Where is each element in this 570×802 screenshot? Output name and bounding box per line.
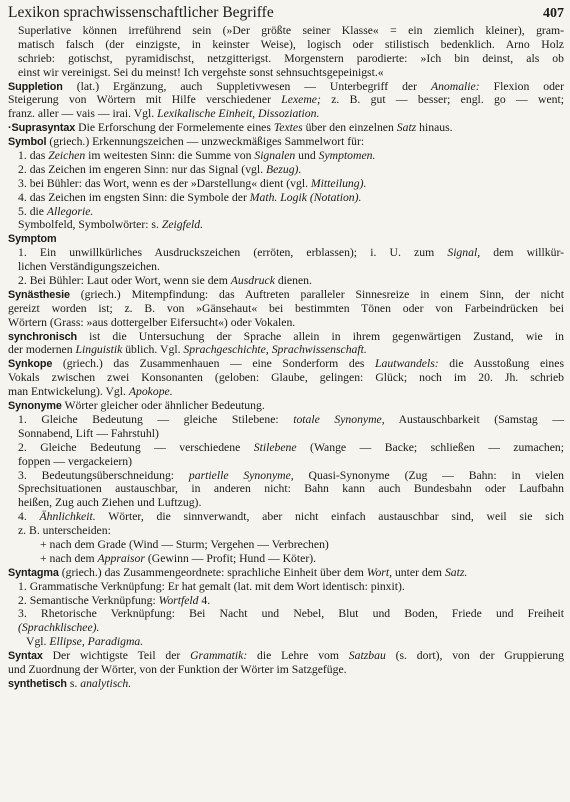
headword: synthetisch <box>8 677 67 690</box>
cross-reference: Wortfeld <box>158 593 199 607</box>
page-header <box>8 4 564 24</box>
text-line <box>8 496 564 510</box>
text-line <box>8 566 564 580</box>
definition-text: schrieb: gotischst, pyramidischst, netzgitterigst. Morgenstern parodierte: »Ich bin deinst, als ob <box>18 51 564 65</box>
definition-text: 4. <box>18 510 40 524</box>
definition-text: Wörtern (Grass: »aus dottergelber Eifersucht«) oder Vokalen. <box>8 315 296 329</box>
headword: Synonyme <box>8 400 62 413</box>
cross-reference: Symptomen. <box>318 149 376 163</box>
definition-text: 1. Gleiche Bedeutung — gleiche Stilebene: <box>18 412 294 426</box>
cross-reference: Lexikalische Einheit, Dissoziation. <box>157 107 320 121</box>
text-line <box>8 93 564 107</box>
text-line <box>8 205 564 219</box>
text-line <box>8 663 564 677</box>
definition-text: (griech.) das Zusammenhauen — eine Sonderform des <box>52 357 376 371</box>
text-line <box>8 24 564 38</box>
definition-text: Wörter, die sinnverwandt, aber nicht einfach austauschbar sind, weil sie sich <box>95 510 564 524</box>
definition-text: 2. das Zeichen im engeren Sinn: nur das Signal (vgl. <box>18 162 266 176</box>
headword: Symbol <box>8 136 47 149</box>
definition-text: Vokals zwischen zwei Konsonanten (geloben: Glaube, gelingen: Glück; noch im 20. Jh. schrieb <box>8 371 564 385</box>
headword: Symptom <box>8 233 57 246</box>
definition-text: matisch falsch (der einzigste, in keinster Weise), logisch oder stilistisch bedenklich. Arno Holz <box>18 37 564 51</box>
headword: Synästhesie <box>8 288 70 301</box>
definition-text: + nach dem Grade (Wind — Sturm; Vergehen — Verbrechen) <box>40 537 329 551</box>
text-line <box>8 66 564 80</box>
text-line <box>8 163 564 177</box>
headword: Syntax <box>8 650 43 663</box>
text-line <box>8 191 564 205</box>
text-line <box>8 580 564 594</box>
definition-text: gereizt worden ist; z. B. von »Gänsehaut« bei bestimmten Tönen oder von Farbeindrücken bei <box>8 301 564 315</box>
text-line <box>8 232 564 246</box>
text-line <box>8 121 564 135</box>
text-line <box>8 177 564 191</box>
text-line <box>8 607 564 621</box>
text-line <box>8 302 564 316</box>
text-line <box>8 385 564 399</box>
page-number: 407 <box>543 6 564 21</box>
text-line <box>8 427 564 441</box>
definition-text: Superlative können irreführend sein (»Der größte seiner Klasse« = ein ziemlich kleiner), gram- <box>18 24 564 37</box>
text-line <box>8 677 564 691</box>
page-title: Lexikon sprachwissenschaftlicher Begriffe <box>8 4 274 21</box>
text-line <box>8 524 564 538</box>
headword: synchronisch <box>8 330 78 343</box>
definition-text: Quasi-Synonyme (Zug — Bahn: in vielen <box>293 468 564 482</box>
cross-reference: Bezug). <box>265 162 302 176</box>
definition-text: Wörter gleicher oder ähnlicher Bedeutung. <box>61 399 265 413</box>
cross-reference: partielle Synonyme, <box>188 468 294 482</box>
definition-text: 1. Grammatische Verknüpfung: Er hat gemalt (lat. mit dem Wort identisch: pinxit). <box>18 579 405 593</box>
cross-reference: Satz. <box>444 565 468 579</box>
text-line <box>8 38 564 52</box>
cross-reference: Mitteilung). <box>310 176 367 190</box>
definition-text: Austauschbarkeit (Samstag — <box>384 412 564 426</box>
text-line <box>8 538 564 552</box>
text-line <box>8 469 564 483</box>
text-line <box>8 649 564 663</box>
cross-reference: Signalen <box>254 149 296 163</box>
definition-text: Symbolfeld, Symbolwörter: s. <box>18 218 162 232</box>
text-line <box>8 413 564 427</box>
definition-text: 5. die <box>18 204 47 218</box>
definition-text: ist die Untersuchung der Sprache allein in ihrem gegenwärtigen Zustand, wie in <box>77 329 564 343</box>
cross-reference: Ellipse, Paradigma. <box>49 635 144 649</box>
definition-text: Flexion oder <box>479 79 564 93</box>
definition-text: 4. <box>198 593 211 607</box>
cross-reference: analytisch. <box>80 676 132 690</box>
cross-reference: Wort, <box>366 565 393 579</box>
definition-text: die Lehre vom <box>247 649 349 663</box>
headword: Synkope <box>8 358 53 371</box>
definition-text: 1. Ein unwillkürliches Ausdruckszeichen (erröten, erblassen); i. U. zum <box>18 246 448 260</box>
cross-reference: Linguistik <box>75 343 123 357</box>
entry-list <box>8 24 564 691</box>
cross-reference: Grammatik: <box>190 649 248 663</box>
definition-text: 1. das <box>18 149 49 163</box>
definition-text: + nach dem <box>40 551 98 565</box>
definition-text: (griech.) das Zusammengeordnete: sprachliche Einheit über dem <box>58 565 367 579</box>
cross-reference: Appraisor <box>97 551 145 565</box>
definition-text: (Wange — Backe; schließen — zumachen; <box>296 440 564 454</box>
definition-text: Die Erforschung der Formelemente eines <box>75 121 274 135</box>
definition-text: im weitesten Sinn: die Summe von <box>85 149 255 163</box>
cross-reference: Zeigfeld. <box>161 218 204 232</box>
text-line <box>8 260 564 274</box>
text-line <box>8 246 564 260</box>
text-line <box>8 621 564 635</box>
definition-text: foppen — vergackeiern) <box>18 454 133 468</box>
definition-text: (Gewinn — Profit; Hund — Köter). <box>144 551 317 565</box>
text-line <box>8 80 564 94</box>
definition-text: die Ausstoßung eines <box>438 357 564 371</box>
text-line <box>8 552 564 566</box>
cross-reference: Signal, <box>447 246 481 260</box>
definition-text: über den einzelnen <box>302 121 397 135</box>
text-line <box>8 635 564 649</box>
definition-text: hinaus. <box>416 121 453 135</box>
text-line <box>8 357 564 371</box>
definition-text: 4. das Zeichen im engsten Sinn: die Symbole der <box>18 190 250 204</box>
definition-text: Sonnabend, Lift — Fahrstuhl) <box>18 426 159 440</box>
definition-text: 2. Bei Bühler: Laut oder Wort, wenn sie dem <box>18 274 231 288</box>
definition-text: (lat.) Ergänzung, auch Suppletivwesen — Unterbegriff der <box>62 79 431 93</box>
cross-reference: totale Synonyme, <box>293 412 385 426</box>
headword: Syntagma <box>8 566 59 579</box>
text-line <box>8 510 564 524</box>
text-line <box>8 274 564 288</box>
definition-text: 3. bei Bühler: das Wort, wenn es der »Darstellung« dient (vgl. <box>18 176 311 190</box>
text-line <box>8 343 564 357</box>
definition-text: heißen, Zug auch Ziehen und Luftzug). <box>18 496 202 510</box>
definition-text: z. B. unterscheiden: <box>18 524 111 538</box>
definition-text: (griech.) Erkennungszeichen — unzweckmäßiges Sammelwort für: <box>46 135 365 149</box>
definition-text: lichen Verständigungszeichen. <box>18 260 160 274</box>
definition-text: dienen. <box>274 274 312 288</box>
definition-text: s. <box>66 676 81 690</box>
cross-reference: Lautwandels: <box>375 357 439 371</box>
definition-text: (griech.) Mitempfindung: das Auftreten paralleler Sinnesreize in einem Sinn, der nicht <box>69 287 564 301</box>
cross-reference: Ausdruck <box>230 274 275 288</box>
definition-text: und Zuordnung der Wörter, von der Funktion der Wörter im Satzgefüge. <box>8 662 347 676</box>
cross-reference: Textes <box>273 121 303 135</box>
cross-reference: Sprachgeschichte, Sprachwissenschaft. <box>183 343 367 357</box>
definition-text: 2. Gleiche Bedeutung — verschiedene <box>18 440 254 454</box>
definition-text: z. B. gut — besser; engl. go — went; <box>320 93 564 107</box>
cross-reference: Allegorie. <box>46 204 94 218</box>
text-line <box>8 441 564 455</box>
definition-text: Vgl. <box>26 635 50 649</box>
cross-reference: Satzbau <box>348 649 386 663</box>
cross-reference: Math. Logik (Notation). <box>249 190 362 204</box>
headword: ·Suprasyntax <box>8 122 76 135</box>
cross-reference: Satz <box>396 121 417 135</box>
cross-reference: Stilebene <box>253 440 297 454</box>
definition-text: dem willkür- <box>480 246 564 260</box>
cross-reference: Apokope. <box>128 385 173 399</box>
text-line <box>8 107 564 121</box>
text-line <box>8 399 564 413</box>
headword: Suppletion <box>8 80 63 93</box>
text-line <box>8 594 564 608</box>
definition-text: 3. Bedeutungsüberschneidung: <box>18 468 189 482</box>
text-line <box>8 135 564 149</box>
definition-text: franz. aller — vais — irai. Vgl. <box>8 107 158 121</box>
definition-text: man Entwickelung). Vgl. <box>8 385 129 399</box>
definition-text: und <box>295 149 319 163</box>
text-line <box>8 482 564 496</box>
text-line <box>8 316 564 330</box>
cross-reference: (Sprachklischee). <box>18 621 100 635</box>
text-line <box>8 52 564 66</box>
definition-text: einst wir vereinigst. Sei du meinst! Ich vergehste sonst sehnsuchtsgepeinigst.« <box>18 65 384 79</box>
cross-reference: Anomalie: <box>430 79 480 93</box>
definition-text: Sprechsituationen austauschbar, in anderen nicht: Bahn kann auch Bundesbahn oder Laufbahn <box>18 482 564 496</box>
definition-text: Der wichtigste Teil der <box>42 649 191 663</box>
definition-text: der modernen <box>8 343 76 357</box>
text-line <box>8 288 564 302</box>
text-line <box>8 330 564 344</box>
definition-text: unter dem <box>392 565 445 579</box>
cross-reference: Lexeme; <box>281 93 321 107</box>
definition-text: üblich. Vgl. <box>122 343 184 357</box>
text-line <box>8 218 564 232</box>
definition-text: Steigerung von Wörtern mit Hilfe verschiedener <box>8 93 282 107</box>
text-line <box>8 455 564 469</box>
definition-text: 3. Rhetorische Verknüpfung: Bei Nacht und Nebel, Blut und Boden, Friede und Freiheit <box>18 607 564 621</box>
text-line <box>8 371 564 385</box>
definition-text: 2. Semantische Verknüpfung: <box>18 593 159 607</box>
definition-text: (s. dort), von der Gruppierung <box>385 649 564 663</box>
cross-reference: Ähnlichkeit. <box>39 510 96 524</box>
text-line <box>8 149 564 163</box>
cross-reference: Zeichen <box>48 149 86 163</box>
